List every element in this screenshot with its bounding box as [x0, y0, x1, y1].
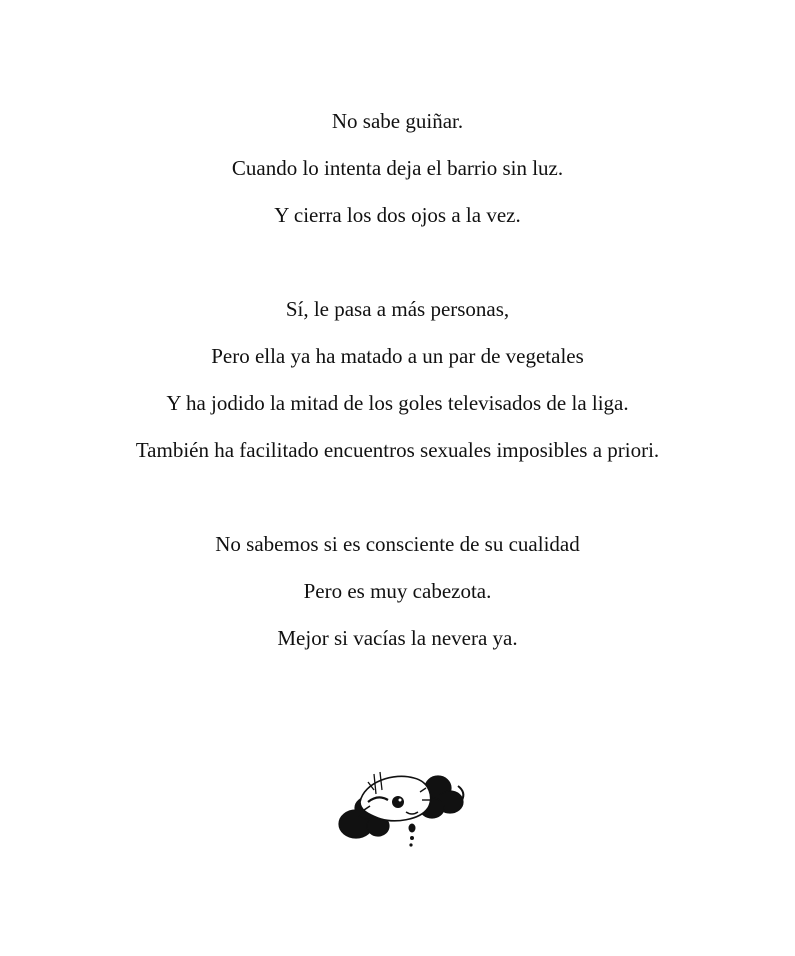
drip-dots	[409, 824, 416, 847]
poem-line: También ha facilitado encuentros sexuales imposibles a priori.	[135, 438, 660, 462]
stanza-2	[0, 286, 795, 474]
poem-line: Mejor si vacías la nevera ya.	[277, 626, 518, 650]
poem-line: Pero ella ya ha matado a un par de vegetales	[211, 344, 584, 368]
poem-line: Cuando lo intenta deja el barrio sin luz.	[231, 156, 564, 180]
winking-face-doodle-icon	[334, 768, 468, 850]
doodle-drawing	[334, 768, 468, 850]
poem-line: Y ha jodido la mitad de los goles televisados de la liga.	[166, 391, 629, 415]
poem	[0, 98, 795, 662]
poem-line: Pero es muy cabezota.	[303, 579, 492, 603]
stanza-1	[0, 98, 795, 239]
poem-line: Sí, le pasa a más personas,	[285, 297, 510, 321]
poem-line: No sabe guiñar.	[331, 109, 464, 133]
poem-line: No sabemos si es consciente de su cualidad	[215, 532, 580, 556]
open-eye	[392, 796, 404, 808]
stanza-3	[0, 521, 795, 662]
poem-line: Y cierra los dos ojos a la vez.	[274, 203, 521, 227]
